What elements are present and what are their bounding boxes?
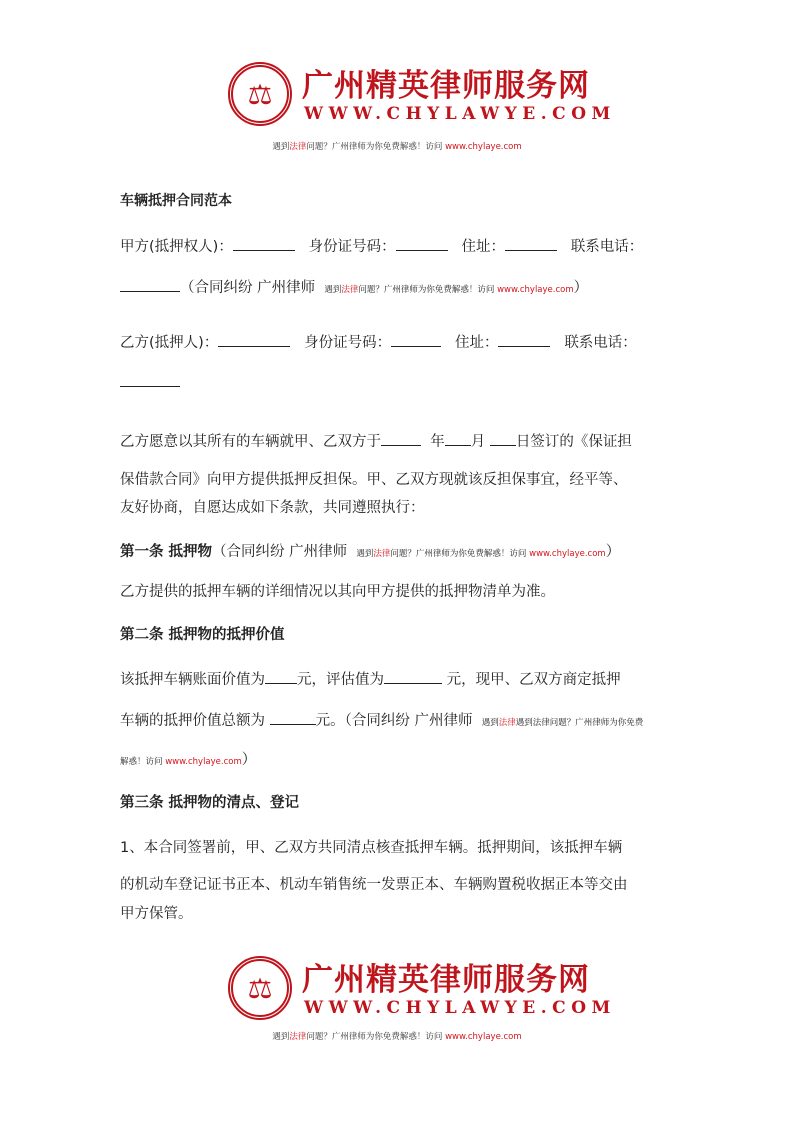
preamble-2: 保借款合同》向甲方提供抵押反担保。甲、乙双方现就该反担保事宜，经平等、 [120,472,628,488]
brand-url: WWW.CHYLAWYE.COM [304,104,616,124]
article-2-text-3: 解惑！访问 www.chylaye.com） [120,752,257,768]
article-2-heading: 第二条 抵押物的抵押价值 [120,627,285,643]
party-a-line: 甲方(抵押权人)： 身份证号码： 住址： 联系电话： [120,235,643,256]
scales-icon: ⚖ [228,62,292,126]
brand-name: 广州精英律师服务网 [302,68,590,104]
preamble-1: 乙方愿意以其所有的车辆就甲、乙双方于 年 月 日签订的《保证担 [120,430,632,451]
site-link[interactable]: www.chylaye.com [445,142,522,152]
brand-url: WWW.CHYLAWYE.COM [304,998,616,1018]
article-3-heading: 第三条 抵押物的清点、登记 [120,795,300,811]
footer-tagline: 遇到法律问题？广州律师为你免费解惑！访问 www.chylaye.com [272,1032,522,1042]
preamble-3: 友好协商，自愿达成如下条款，共同遵照执行： [120,500,425,516]
header-logo [228,60,616,132]
party-b-line-2 [120,372,180,391]
article-3-text-3: 甲方保管。 [120,906,193,922]
article-3-text-2: 的机动车登记证书正本、机动车销售统一发票正本、车辆购置税收据正本等交由 [120,877,628,893]
article-1-text: 乙方提供的抵押车辆的详细情况以其向甲方提供的抵押物清单为准。 [120,584,555,600]
footer-logo [228,954,616,1026]
article-3-text-1: 1、本合同签署前，甲、乙双方共同清点核查抵押车辆。抵押期间，该抵押车辆 [120,840,623,856]
article-2-text-1: 该抵押车辆账面价值为 元，评估值为 元，现甲、乙双方商定抵押 [120,668,621,689]
brand-name: 广州精英律师服务网 [302,962,590,998]
scales-icon: ⚖ [228,956,292,1020]
header-tagline: 遇到法律问题？广州律师为你免费解惑！访问 www.chylaye.com [272,142,522,152]
party-a-line-2: （合同纠纷 广州律师 遇到法律问题？广州律师为你免费解惑！访问 www.chylaye.com） [120,276,588,297]
article-1-heading: 第一条 抵押物（合同纠纷 广州律师 遇到法律问题？广州律师为你免费解惑！访问 www.chylaye.com） [120,544,621,560]
article-2-text-2: 车辆的抵押价值总额为 元。（合同纠纷 广州律师 遇到法律遇到法律问题？广州律师为你免费 [120,709,643,730]
party-b-line: 乙方(抵押人)： 身份证号码： 住址： 联系电话： [120,331,637,352]
doc-title: 车辆抵押合同范本 [120,193,232,209]
site-link[interactable]: www.chylaye.com [445,1032,522,1042]
